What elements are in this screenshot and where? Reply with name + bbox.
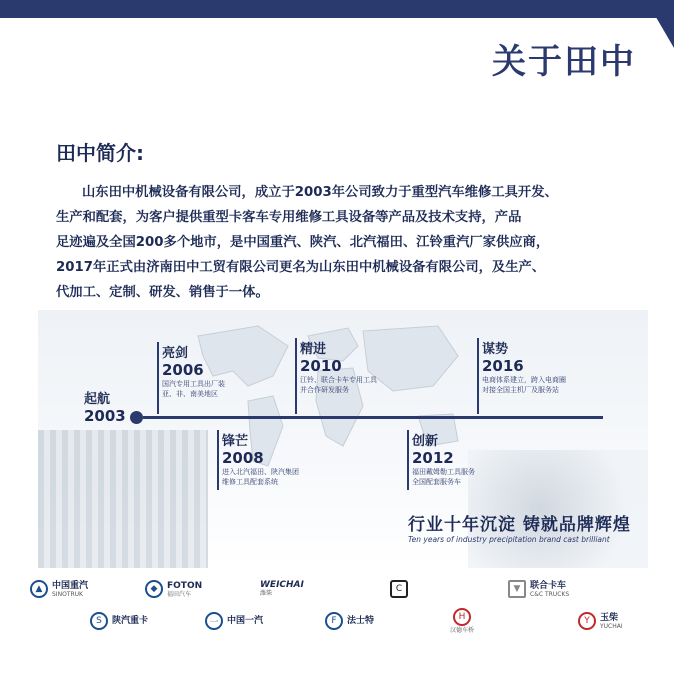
intro-line: 2017年正式由济南田中工贸有限公司更名为山东田中机械设备有限公司，及生产、 <box>56 260 546 275</box>
faw-logo-icon: 一 <box>205 612 223 630</box>
logo-faw: 一 中国一汽 <box>205 612 263 630</box>
timeline-panel <box>38 310 648 568</box>
shacman-logo-icon: S <box>90 612 108 630</box>
logo-weichai: WEICHAI 潍柴 <box>260 580 304 597</box>
milestone-year: 2003 <box>84 407 126 425</box>
corner-triangle <box>646 0 674 48</box>
intro-line: 代加工、定制、研发、销售于一体。 <box>56 285 269 300</box>
intro-paragraph <box>56 180 646 305</box>
timeline-axis <box>143 416 603 419</box>
logo-foton: ◆ FOTON 福田汽车 <box>145 580 202 598</box>
logo-fast: F 法士特 <box>325 612 374 630</box>
partner-logos <box>30 580 650 640</box>
milestone-desc: 并合作研发服务 <box>300 386 349 394</box>
milestone-desc: 福田戴姆勒工具服务 <box>412 468 475 476</box>
intro-heading: 田中简介: <box>56 141 144 165</box>
foton-logo-icon: ◆ <box>145 580 163 598</box>
milestone-desc: 全国配套服务车 <box>412 478 461 486</box>
milestone-desc: 对接全国主机厂及服务站 <box>482 386 559 394</box>
milestone-year: 2010 <box>300 357 342 375</box>
sinotruk-logo-icon: ▲ <box>30 580 48 598</box>
milestone-2003 <box>84 388 126 425</box>
milestone-2008 <box>222 430 322 487</box>
intro-line: 生产和配套，为客户提供重型卡客车专用维修工具设备等产品及技术支持，产品 <box>56 210 522 225</box>
milestone-year: 2006 <box>162 361 204 379</box>
top-banner-bar <box>0 0 674 18</box>
milestone-desc: 江铃、联合卡车专用工具 <box>300 376 377 384</box>
milestone-label: 创新 <box>412 434 439 449</box>
timeline-start-dot <box>130 411 143 424</box>
milestone-label: 谋势 <box>482 342 509 357</box>
milestone-label: 亮剑 <box>162 346 189 361</box>
cummins-logo-icon: C <box>390 580 408 598</box>
milestone-2016 <box>482 338 582 395</box>
milestone-desc: 电商体系建立，跨入电商圈 <box>482 376 566 384</box>
slogan-en: Ten years of industry precipitation brand cast brilliant <box>408 535 610 544</box>
milestone-desc: 亚、非、南美地区 <box>162 390 218 398</box>
logo-hande: H 汉德车桥 <box>450 608 474 634</box>
page-title: 关于田中 <box>492 42 636 82</box>
logo-shacman: S 陕汽重卡 <box>90 612 148 630</box>
milestone-label: 锋芒 <box>222 434 249 449</box>
fast-logo-icon: F <box>325 612 343 630</box>
cc-trucks-logo-icon: ▼ <box>508 580 526 598</box>
milestone-desc: 进入北汽福田、陕汽集团 <box>222 468 299 476</box>
intro-line: 山东田中机械设备有限公司，成立于2003年公司致力于重型汽车维修工具开发、 <box>82 185 558 200</box>
milestone-2010 <box>300 338 400 395</box>
milestone-year: 2016 <box>482 357 524 375</box>
yuchai-logo-icon: Y <box>578 612 596 630</box>
logo-sinotruk: ▲ 中国重汽 SINOTRUK <box>30 580 88 598</box>
hande-logo-icon: H <box>453 608 471 626</box>
intro-line: 足迹遍及全国200多个地市，是中国重汽、陕汽、北汽福田、江铃重汽厂家供应商， <box>56 235 550 250</box>
milestone-2006 <box>162 342 262 399</box>
milestone-label: 精进 <box>300 342 327 357</box>
slogan-cn: 行业十年沉淀 铸就品牌辉煌 <box>408 515 631 535</box>
milestone-label: 起航 <box>84 392 111 407</box>
logo-cc-trucks: ▼ 联合卡车 C&C TRUCKS <box>508 580 569 598</box>
logo-cummins <box>390 580 408 598</box>
milestone-desc: 国汽专用工具出厂装 <box>162 380 225 388</box>
milestone-desc: 维修工具配套系统 <box>222 478 278 486</box>
logo-yuchai: Y 玉柴 YUCHAI <box>578 612 623 630</box>
milestone-year: 2008 <box>222 449 264 467</box>
milestone-2012 <box>412 430 512 487</box>
milestone-year: 2012 <box>412 449 454 467</box>
